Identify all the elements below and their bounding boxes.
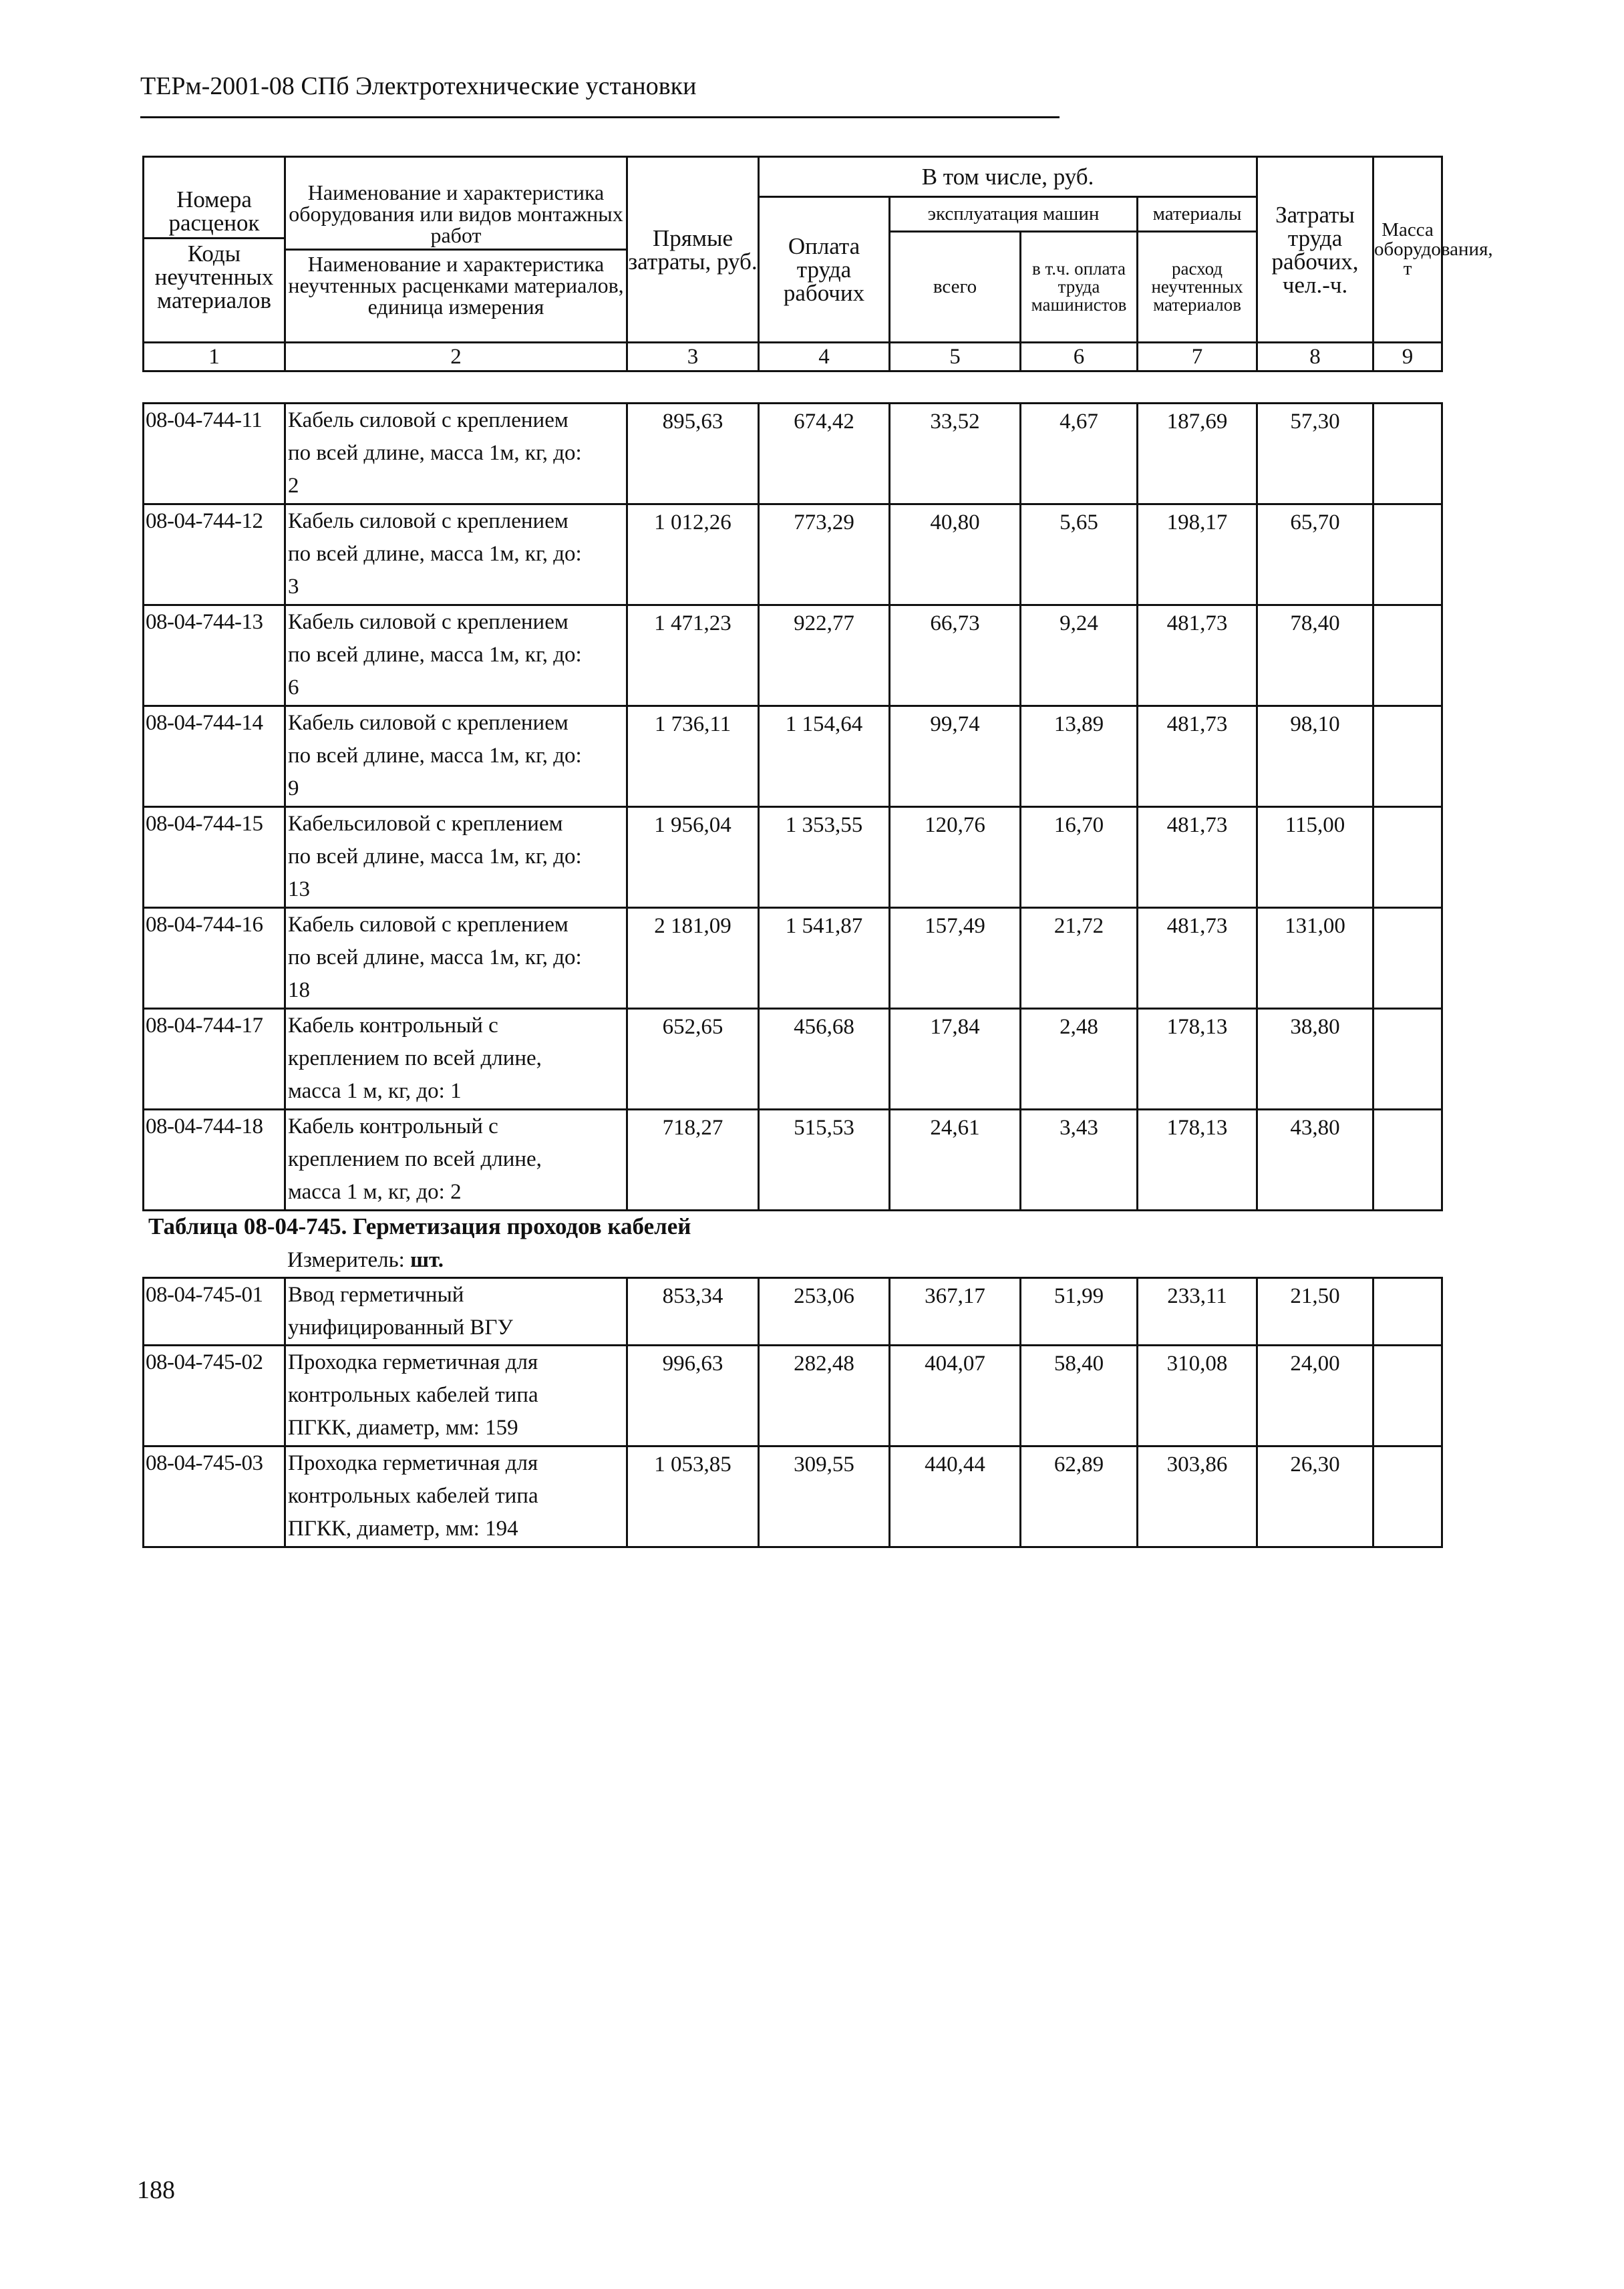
column-number: 8: [1257, 343, 1373, 371]
rate-code-cell: 08-04-744-12: [144, 504, 285, 605]
work-name-cell: [285, 404, 627, 504]
table-row: [144, 404, 1442, 504]
work-name-cell: [285, 605, 627, 706]
header-equipment-mass: Масса оборудования, т: [1373, 157, 1442, 343]
table-row: [144, 1110, 1442, 1211]
work-name-cell: [285, 1009, 627, 1110]
work-name-line: 3: [288, 575, 299, 599]
header-operators-pay: в т.ч. оплата труда машинистов: [1021, 232, 1138, 343]
column-number: 9: [1373, 343, 1442, 371]
header-rule: [140, 116, 1060, 118]
direct-costs-cell: 1 053,85: [627, 1446, 759, 1547]
work-name-line: по всей длине, масса 1м, кг, до:: [288, 643, 582, 667]
rate-code-cell: 08-04-745-03: [144, 1446, 285, 1547]
workers-pay-cell: 773,29: [759, 504, 890, 605]
work-name-line: креплением по всей длине,: [288, 1046, 542, 1070]
page-number: 188: [137, 2176, 175, 2204]
materials-use-cell: 481,73: [1138, 605, 1257, 706]
work-name-cell: [285, 1110, 627, 1211]
work-name-line: Кабель силовой с креплением: [288, 408, 569, 432]
measure-label: Измеритель:: [287, 1248, 411, 1272]
work-name-line: по всей длине, масса 1м, кг, до:: [288, 744, 582, 768]
work-name-line: креплением по всей длине,: [288, 1147, 542, 1171]
materials-use-cell: 198,17: [1138, 504, 1257, 605]
work-name-line: по всей длине, масса 1м, кг, до:: [288, 845, 582, 869]
work-name-line: масса 1 м, кг, до: 1: [288, 1079, 462, 1103]
machines-total-cell: 40,80: [890, 504, 1021, 605]
work-name-line: по всей длине, масса 1м, кг, до:: [288, 441, 582, 465]
direct-costs-cell: 1 012,26: [627, 504, 759, 605]
workers-pay-cell: 515,53: [759, 1110, 890, 1211]
header-labor-hours: Затраты труда рабочих, чел.-ч.: [1257, 157, 1373, 343]
work-name-line: ПГКК, диаметр, мм: 194: [288, 1517, 518, 1541]
equipment-mass-cell: [1373, 1446, 1442, 1547]
work-name-line: Кабель силовой с креплением: [288, 711, 569, 735]
operators-pay-cell: 62,89: [1021, 1446, 1138, 1547]
work-name-cell: [285, 504, 627, 605]
table-745-measure: [287, 1248, 444, 1273]
machines-total-cell: 120,76: [890, 807, 1021, 908]
materials-use-cell: 233,11: [1138, 1278, 1257, 1346]
column-number: 7: [1138, 343, 1257, 371]
work-name-line: 9: [288, 776, 299, 800]
operators-pay-cell: 13,89: [1021, 706, 1138, 807]
work-name-line: контрольных кабелей типа: [288, 1484, 538, 1508]
workers-pay-cell: 1 541,87: [759, 908, 890, 1009]
rate-code-cell: 08-04-745-02: [144, 1346, 285, 1446]
work-name-line: 6: [288, 675, 299, 700]
table-744-body: [142, 402, 1443, 1211]
work-name-line: по всей длине, масса 1м, кг, до:: [288, 542, 582, 566]
header-group-machines: эксплуатация машин: [890, 197, 1138, 232]
equipment-mass-cell: [1373, 1278, 1442, 1346]
direct-costs-cell: 1 956,04: [627, 807, 759, 908]
equipment-mass-cell: [1373, 1009, 1442, 1110]
header-machines-total: всего: [890, 232, 1021, 343]
equipment-mass-cell: [1373, 807, 1442, 908]
equipment-mass-cell: [1373, 1110, 1442, 1211]
equipment-mass-cell: [1373, 1346, 1442, 1446]
rate-code-cell: 08-04-744-17: [144, 1009, 285, 1110]
work-name-cell: [285, 908, 627, 1009]
labor-hours-cell: 26,30: [1257, 1446, 1373, 1547]
workers-pay-cell: 253,06: [759, 1278, 890, 1346]
work-name-line: Кабель контрольный с: [288, 1114, 498, 1138]
header-col1-top: Номера расценок: [168, 186, 260, 236]
labor-hours-cell: 43,80: [1257, 1110, 1373, 1211]
column-number: 5: [890, 343, 1021, 371]
table-row: [144, 1009, 1442, 1110]
column-number: 2: [285, 343, 627, 371]
materials-use-cell: 481,73: [1138, 706, 1257, 807]
direct-costs-cell: 718,27: [627, 1110, 759, 1211]
direct-costs-cell: 1 736,11: [627, 706, 759, 807]
operators-pay-cell: 5,65: [1021, 504, 1138, 605]
direct-costs-cell: 652,65: [627, 1009, 759, 1110]
direct-costs-cell: 853,34: [627, 1278, 759, 1346]
table-row: [144, 1278, 1442, 1346]
machines-total-cell: 66,73: [890, 605, 1021, 706]
work-name-cell: [285, 1278, 627, 1346]
equipment-mass-cell: [1373, 605, 1442, 706]
labor-hours-cell: 78,40: [1257, 605, 1373, 706]
header-column-numbers: [144, 343, 1442, 371]
measure-unit: шт.: [410, 1248, 444, 1272]
work-name-line: Ввод герметичный: [288, 1283, 464, 1307]
page-header-title: ТЕРм-2001-08 СПб Электротехнические установки: [140, 72, 697, 100]
materials-use-cell: 178,13: [1138, 1009, 1257, 1110]
rate-code-cell: 08-04-745-01: [144, 1278, 285, 1346]
labor-hours-cell: 131,00: [1257, 908, 1373, 1009]
table-row: [144, 706, 1442, 807]
work-name-line: Кабель силовой с креплением: [288, 913, 569, 937]
table-row: [144, 504, 1442, 605]
machines-total-cell: 33,52: [890, 404, 1021, 504]
work-name-line: Кабель контрольный с: [288, 1014, 498, 1038]
table-row: [144, 605, 1442, 706]
rate-code-cell: 08-04-744-14: [144, 706, 285, 807]
equipment-mass-cell: [1373, 504, 1442, 605]
table-745-caption: Таблица 08-04-745. Герметизация проходов кабелей: [148, 1213, 691, 1239]
equipment-mass-cell: [1373, 908, 1442, 1009]
header-materials-use: расход неучтенных материалов: [1138, 232, 1257, 343]
direct-costs-cell: 996,63: [627, 1346, 759, 1446]
materials-use-cell: 310,08: [1138, 1346, 1257, 1446]
work-name-line: ПГКК, диаметр, мм: 159: [288, 1416, 518, 1440]
header-col2-bottom: Наименование и характеристика неучтенных расценками материалов, единица измерения: [288, 252, 624, 319]
work-name-line: Проходка герметичная для: [288, 1350, 538, 1374]
work-name-line: 2: [288, 474, 299, 498]
workers-pay-cell: 282,48: [759, 1346, 890, 1446]
table-header: [142, 156, 1493, 372]
workers-pay-cell: 674,42: [759, 404, 890, 504]
column-number: 4: [759, 343, 890, 371]
header-group-materials: материалы: [1138, 197, 1257, 232]
column-number: 1: [144, 343, 285, 371]
materials-use-cell: 303,86: [1138, 1446, 1257, 1547]
labor-hours-cell: 24,00: [1257, 1346, 1373, 1446]
machines-total-cell: 404,07: [890, 1346, 1021, 1446]
work-name-line: 13: [288, 877, 310, 901]
workers-pay-cell: 456,68: [759, 1009, 890, 1110]
header-group-main: В том числе, руб.: [759, 157, 1257, 197]
work-name-line: 18: [288, 978, 310, 1002]
table-row: [144, 807, 1442, 908]
header-direct-costs: Прямые затраты, руб.: [627, 157, 759, 343]
work-name-cell: [285, 706, 627, 807]
rate-code-cell: 08-04-744-13: [144, 605, 285, 706]
workers-pay-cell: 1 353,55: [759, 807, 890, 908]
workers-pay-cell: 922,77: [759, 605, 890, 706]
machines-total-cell: 157,49: [890, 908, 1021, 1009]
operators-pay-cell: 3,43: [1021, 1110, 1138, 1211]
labor-hours-cell: 21,50: [1257, 1278, 1373, 1346]
work-name-line: Кабельсиловой с креплением: [288, 812, 563, 836]
work-name-line: по всей длине, масса 1м, кг, до:: [288, 945, 582, 969]
work-name-line: Кабель силовой с креплением: [288, 509, 569, 533]
header-workers-pay: Оплата труда рабочих: [759, 197, 890, 343]
equipment-mass-cell: [1373, 404, 1442, 504]
operators-pay-cell: 16,70: [1021, 807, 1138, 908]
header-col2-top: Наименование и характеристика оборудования или видов монтажных работ: [289, 180, 623, 247]
work-name-cell: [285, 807, 627, 908]
direct-costs-cell: 1 471,23: [627, 605, 759, 706]
work-name-line: унифицированный ВГУ: [288, 1316, 513, 1340]
work-name-cell: [285, 1346, 627, 1446]
table-row: [144, 908, 1442, 1009]
workers-pay-cell: 1 154,64: [759, 706, 890, 807]
work-name-line: Кабель силовой с креплением: [288, 610, 569, 634]
column-number: 3: [627, 343, 759, 371]
materials-use-cell: 481,73: [1138, 908, 1257, 1009]
table-row: [144, 1346, 1442, 1446]
machines-total-cell: 24,61: [890, 1110, 1021, 1211]
work-name-line: масса 1 м, кг, до: 2: [288, 1180, 462, 1204]
work-name-line: Проходка герметичная для: [288, 1451, 538, 1475]
column-number: 6: [1021, 343, 1138, 371]
direct-costs-cell: 2 181,09: [627, 908, 759, 1009]
machines-total-cell: 17,84: [890, 1009, 1021, 1110]
equipment-mass-cell: [1373, 706, 1442, 807]
operators-pay-cell: 21,72: [1021, 908, 1138, 1009]
materials-use-cell: 178,13: [1138, 1110, 1257, 1211]
work-name-line: контрольных кабелей типа: [288, 1383, 538, 1407]
rate-code-cell: 08-04-744-18: [144, 1110, 285, 1211]
machines-total-cell: 99,74: [890, 706, 1021, 807]
labor-hours-cell: 38,80: [1257, 1009, 1373, 1110]
machines-total-cell: 367,17: [890, 1278, 1021, 1346]
table-745-body: [142, 1277, 1443, 1548]
machines-total-cell: 440,44: [890, 1446, 1021, 1547]
header-col1-bottom: Коды неучтенных материалов: [154, 240, 274, 313]
materials-use-cell: 481,73: [1138, 807, 1257, 908]
labor-hours-cell: 65,70: [1257, 504, 1373, 605]
rate-code-cell: 08-04-744-11: [144, 404, 285, 504]
labor-hours-cell: 115,00: [1257, 807, 1373, 908]
table-row: [144, 1446, 1442, 1547]
rate-code-cell: 08-04-744-16: [144, 908, 285, 1009]
materials-use-cell: 187,69: [1138, 404, 1257, 504]
header-names-cell: [285, 157, 627, 343]
operators-pay-cell: 9,24: [1021, 605, 1138, 706]
operators-pay-cell: 2,48: [1021, 1009, 1138, 1110]
rate-code-cell: 08-04-744-15: [144, 807, 285, 908]
operators-pay-cell: 58,40: [1021, 1346, 1138, 1446]
labor-hours-cell: 57,30: [1257, 404, 1373, 504]
header-codes-cell: [144, 157, 285, 343]
direct-costs-cell: 895,63: [627, 404, 759, 504]
workers-pay-cell: 309,55: [759, 1446, 890, 1547]
operators-pay-cell: 4,67: [1021, 404, 1138, 504]
labor-hours-cell: 98,10: [1257, 706, 1373, 807]
operators-pay-cell: 51,99: [1021, 1278, 1138, 1346]
work-name-cell: [285, 1446, 627, 1547]
